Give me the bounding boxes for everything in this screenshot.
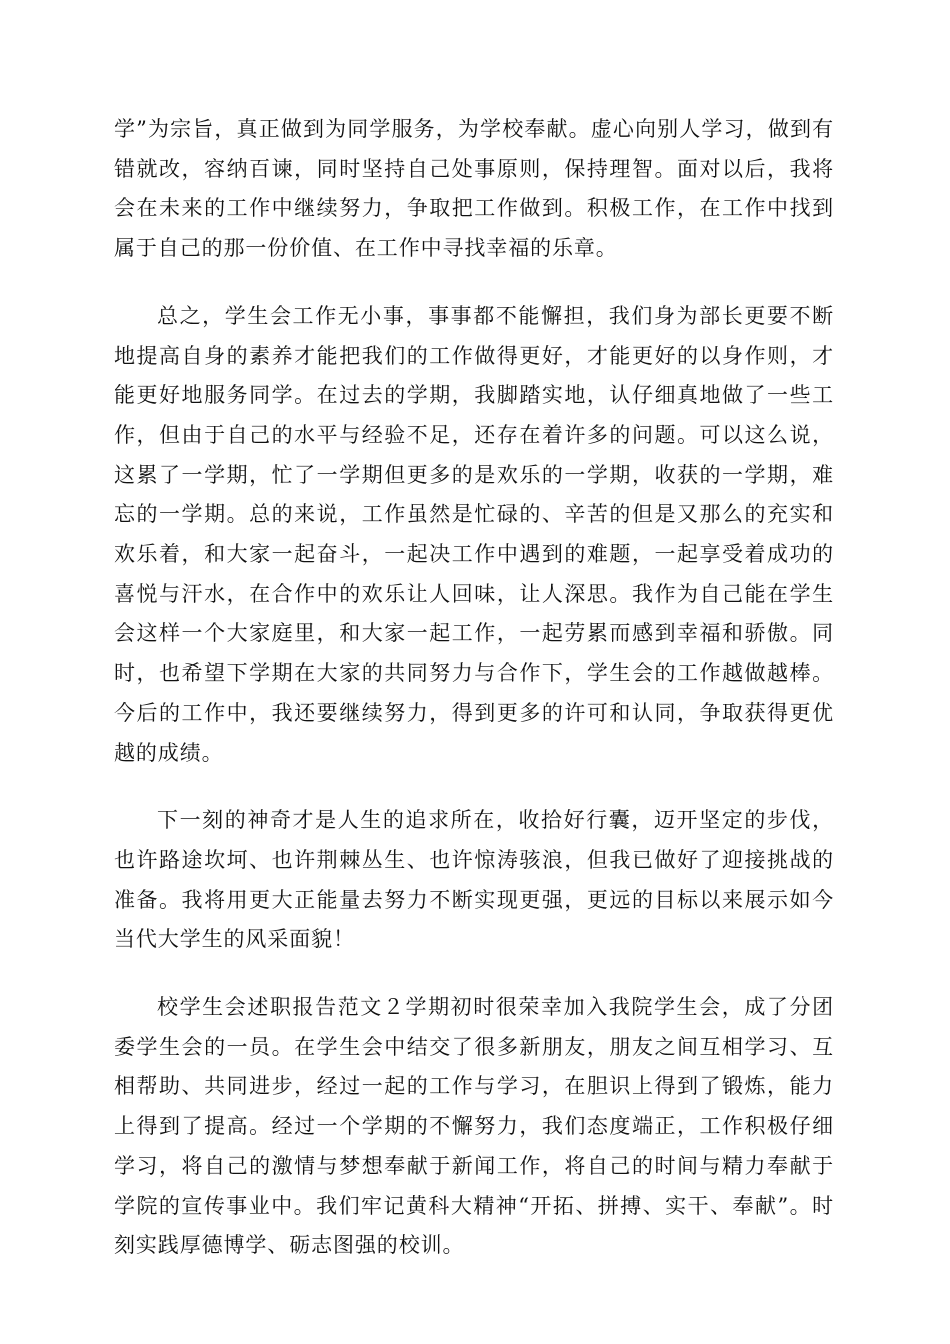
paragraph-outlook: 下一刻的神奇才是人生的追求所在，收拾好行囊，迈开坚定的步伐，也许路途坎坷、也许荆棘丛生、也许惊涛骇浪，但我已做好了迎接挑战的准备。我将用更大正能量去努力不断实现更强，更远的目标以来展示如今当代大学生的风采面貌！: [114, 808, 834, 952]
paragraph-summary: 总之，学生会工作无小事，事事都不能懈担，我们身为部长更要不断地提高自身的素养才能把我们的工作做得更好，才能更好的以身作则，才能更好地服务同学。在过去的学期，我脚踏实地，认仔细真地做了一些工作，但由于自己的水平与经验不足，还存在着许多的问题。可以这么说，这累了一学期，忙了一学期但更多的是欢乐的一学期，收获的一学期，难忘的一学期。总的来说，工作虽然是忙碌的、辛苦的但是又那么的充实和欢乐着，和大家一起奋斗，一起决工作中遇到的难题，一起享受着成功的喜悦与汗水，在合作中的欢乐让人回味，让人深思。我作为自己能在学生会这样一个大家庭里，和大家一起工作，一起劳累而感到幸福和骄傲。同时，也希望下学期在大家的共同努力与合作下，学生会的工作越做越棒。今后的工作中，我还要继续努力，得到更多的许可和认同，争取获得更优越的成绩。: [114, 303, 834, 765]
document-page: [114, 110, 834, 1294]
paragraph-report-2: 校学生会述职报告范文２学期初时很荣幸加入我院学生会，成了分团委学生会的一员。在学生会中结交了很多新朋友，朋友之间互相学习、互相帮助、共同进步，经过一起的工作与学习，在胆识上得到了锻炼，能力上得到了提高。经过一个学期的不懈努力，我们态度端正，工作积极仔细学习，将自己的激情与梦想奉献于新闻工作，将自己的时间与精力奉献于学院的宣传事业中。我们牢记黄科大精神“开拓、拼搏、实干、奉献”。时刻实践厚德博学、砺志图强的校训。: [114, 995, 834, 1258]
paragraph-continuation: 学”为宗旨，真正做到为同学服务，为学校奉献。虚心向别人学习，做到有错就改，容纳百谏，同时坚持自己处事原则，保持理智。面对以后，我将会在未来的工作中继续努力，争取把工作做到。积极工作，在工作中找到属于自己的那一份价值、在工作中寻找幸福的乐章。: [114, 117, 834, 261]
